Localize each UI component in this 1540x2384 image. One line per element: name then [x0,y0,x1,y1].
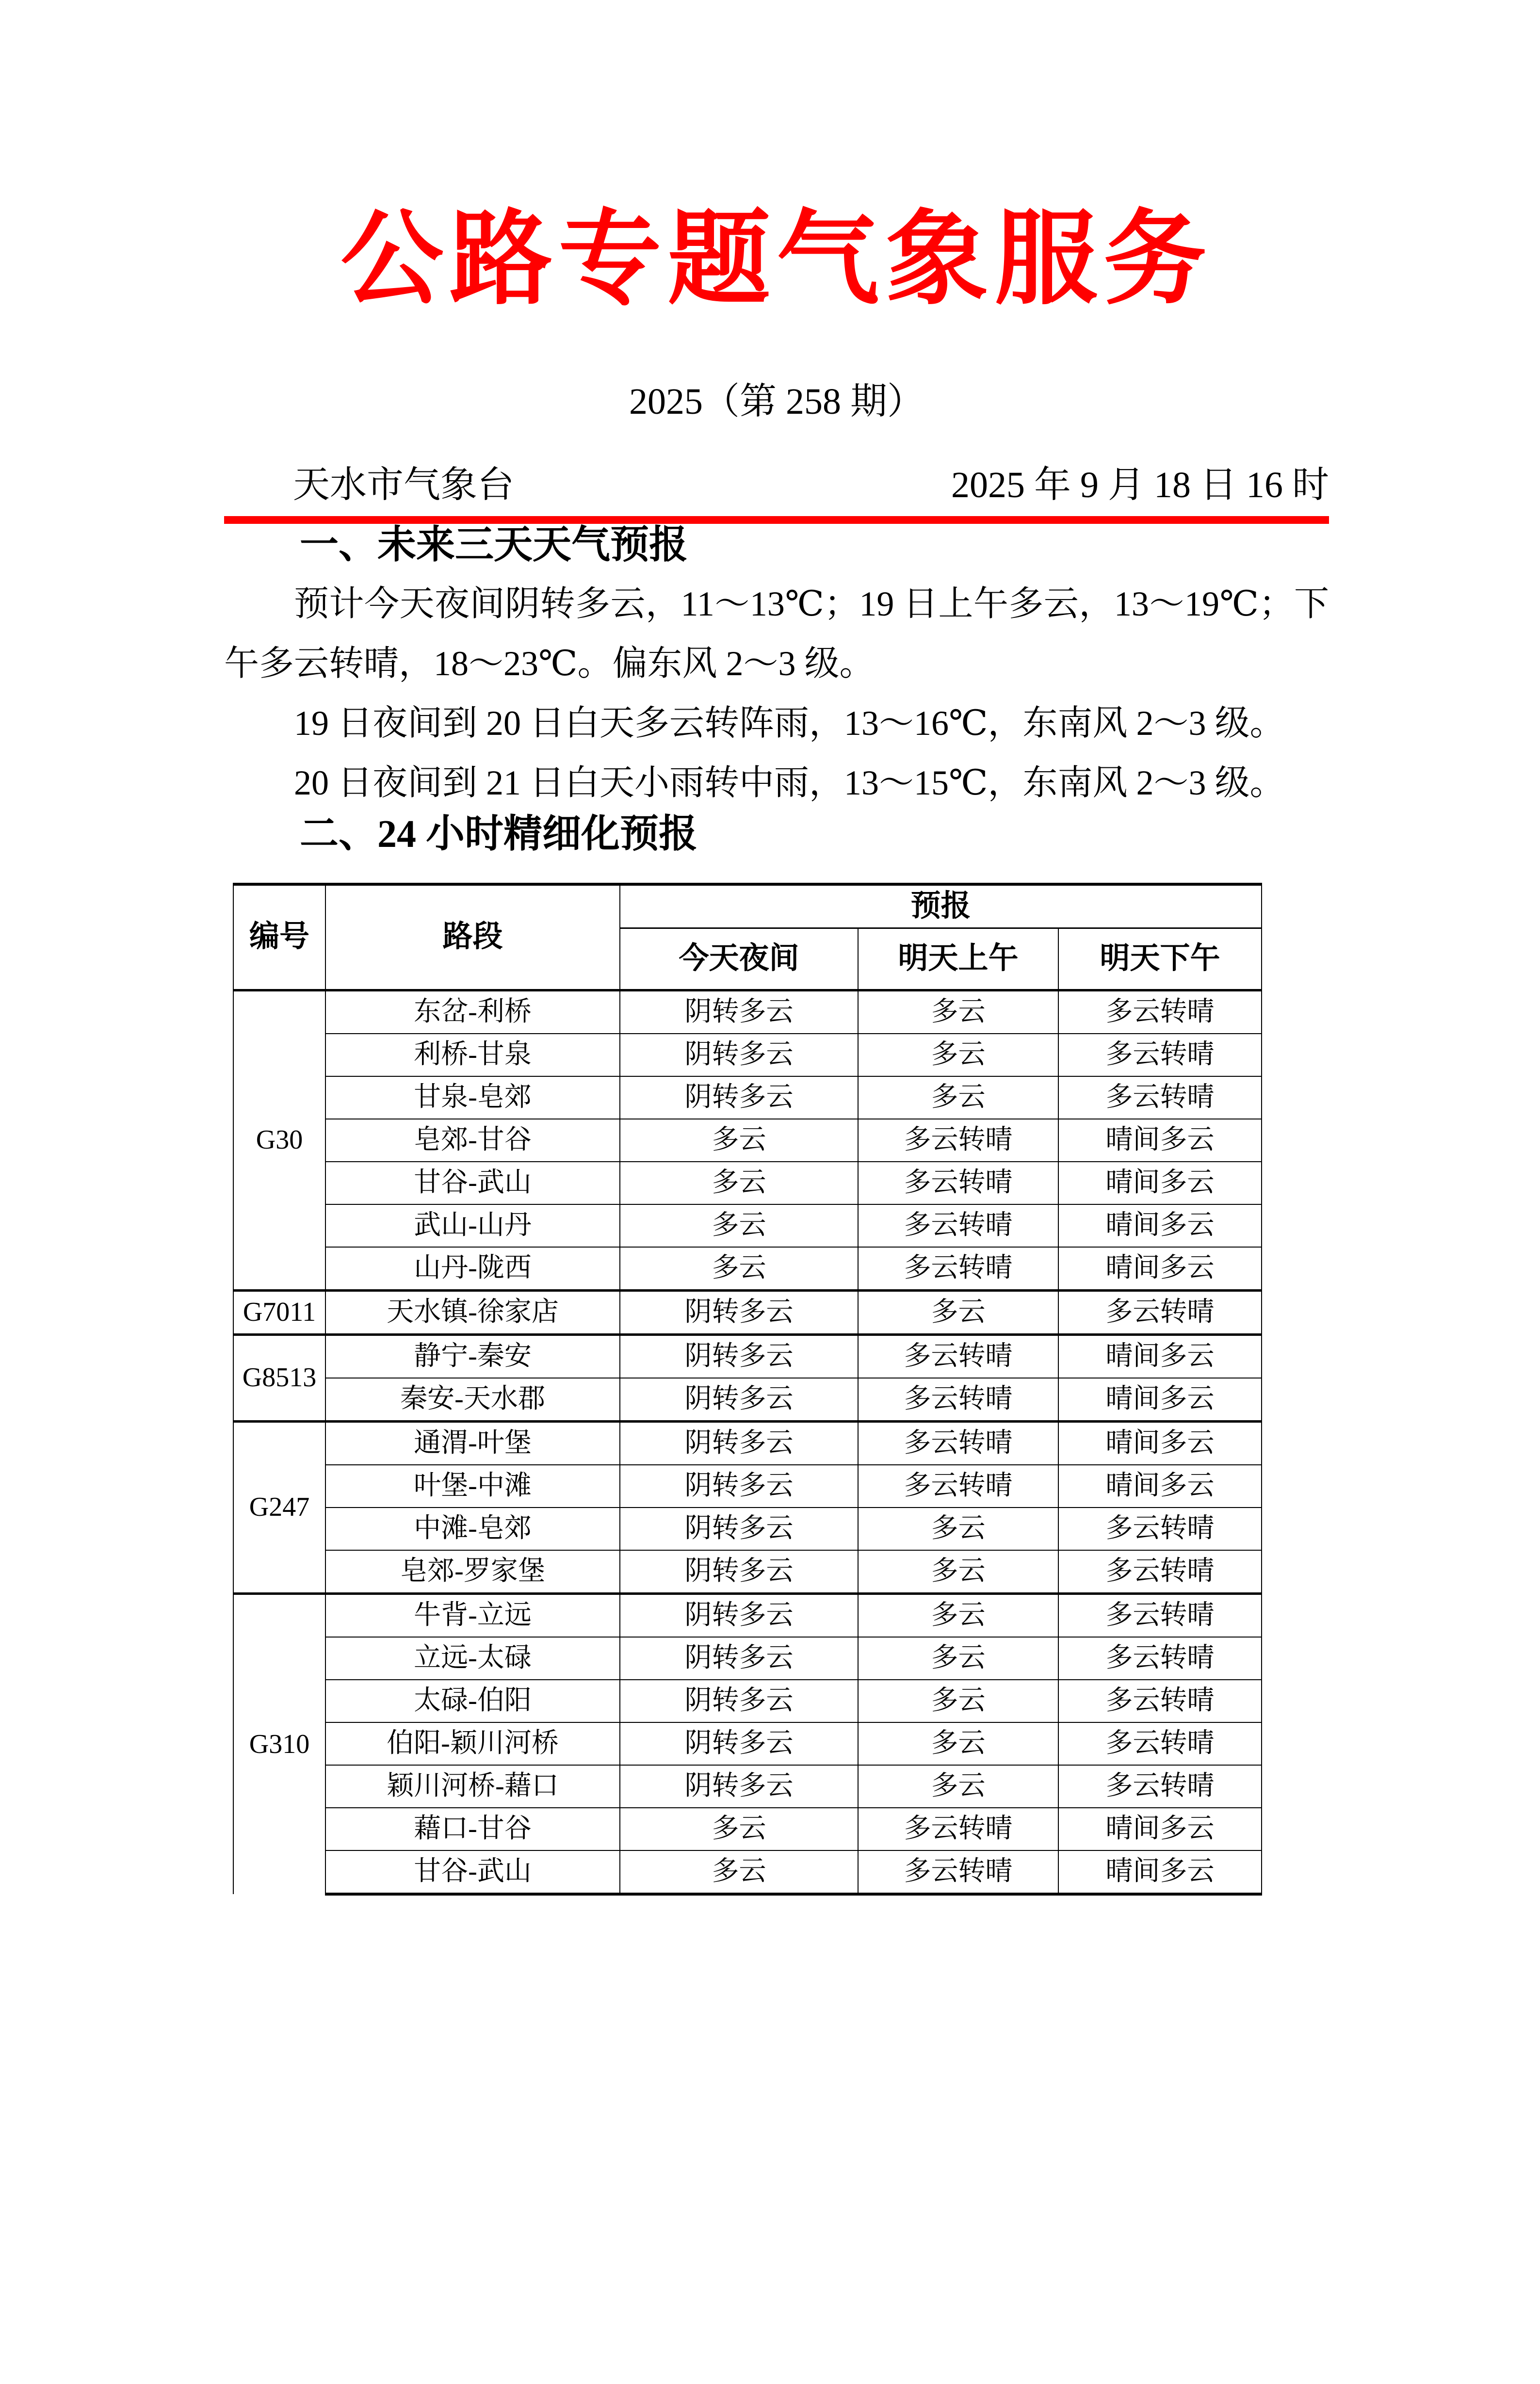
issue-number: 2025（第 258 期） [629,381,924,422]
road-cell: 皂郊-罗家堡 [325,1550,620,1594]
table-row [233,1290,1262,1334]
forecast-tonight-cell: 阴转多云 [620,990,858,1034]
table-row [233,1765,1262,1808]
table-row [233,1637,1262,1680]
table-row [233,1465,1262,1508]
table-row [233,1119,1262,1162]
forecast-am-cell: 多云 [858,1508,1058,1550]
forecast-am-cell: 多云转晴 [858,1850,1058,1894]
issue-datetime: 2025 年 9 月 18 日 16 时 [951,464,1329,505]
forecast-tonight-cell: 阴转多云 [620,1637,858,1680]
road-cell: 颖川河桥-藉口 [325,1765,620,1808]
forecast-pm-cell: 多云转晴 [1058,1722,1262,1765]
col-header-tonight: 今天夜间 [620,928,858,990]
forecast-tonight-cell: 多云 [620,1808,858,1850]
road-cell: 通渭-叶堡 [325,1421,620,1465]
forecast-tonight-cell: 阴转多云 [620,1593,858,1637]
forecast-pm-cell: 晴间多云 [1058,1204,1262,1247]
forecast-tonight-cell: 多云 [620,1247,858,1291]
forecast-tonight-cell: 阴转多云 [620,1034,858,1076]
forecast-am-cell: 多云转晴 [858,1162,1058,1204]
road-cell: 秦安-天水郡 [325,1378,620,1422]
table-row [233,1247,1262,1291]
road-cell: 甘谷-武山 [325,1850,620,1894]
table-row [233,1334,1262,1378]
road-cell: 东岔-利桥 [325,990,620,1034]
forecast-am-cell: 多云转晴 [858,1334,1058,1378]
table-row [233,1850,1262,1894]
road-cell: 武山-山丹 [325,1204,620,1247]
forecast-tonight-cell: 阴转多云 [620,1076,858,1119]
road-cell: 甘泉-皂郊 [325,1076,620,1119]
forecast-tonight-cell: 阴转多云 [620,1680,858,1722]
forecast-am-cell: 多云转晴 [858,1421,1058,1465]
forecast-am-cell: 多云 [858,1722,1058,1765]
table-row [233,1722,1262,1765]
highway-id-cell: G247 [233,1421,325,1593]
road-cell: 山丹-陇西 [325,1247,620,1291]
forecast-pm-cell: 多云转晴 [1058,1680,1262,1722]
forecast-pm-cell: 晴间多云 [1058,1465,1262,1508]
forecast-am-cell: 多云 [858,1076,1058,1119]
forecast-am-cell: 多云转晴 [858,1465,1058,1508]
highway-id-cell: G7011 [233,1290,325,1334]
section1-heading: 一、未来三天天气预报 [300,523,688,567]
forecast-pm-cell: 晴间多云 [1058,1162,1262,1204]
forecast-pm-cell: 多云转晴 [1058,1550,1262,1594]
col-header-tomorrow-pm: 明天下午 [1058,928,1262,990]
forecast-pm-cell: 多云转晴 [1058,1593,1262,1637]
forecast-tonight-cell: 多云 [620,1119,858,1162]
table-row [233,1076,1262,1119]
road-cell: 利桥-甘泉 [325,1034,620,1076]
forecast-pm-cell: 多云转晴 [1058,990,1262,1034]
forecast-pm-cell: 晴间多云 [1058,1247,1262,1291]
forecast-am-cell: 多云转晴 [858,1378,1058,1422]
table-row [233,1204,1262,1247]
forecast-tonight-cell: 阴转多云 [620,1508,858,1550]
col-header-tomorrow-am: 明天上午 [858,928,1058,990]
forecast-tonight-cell: 阴转多云 [620,1722,858,1765]
table-row [233,990,1262,1034]
forecast-tonight-cell: 阴转多云 [620,1421,858,1465]
forecast-pm-cell: 晴间多云 [1058,1421,1262,1465]
road-cell: 太碌-伯阳 [325,1680,620,1722]
forecast-tonight-cell: 阴转多云 [620,1465,858,1508]
forecast-am-cell: 多云 [858,1680,1058,1722]
forecast-tonight-cell: 阴转多云 [620,1550,858,1594]
forecast-am-cell: 多云转晴 [858,1119,1058,1162]
forecast-am-cell: 多云 [858,1765,1058,1808]
highway-id-cell: G8513 [233,1334,325,1421]
forecast-tonight-cell: 阴转多云 [620,1378,858,1422]
forecast-tonight-cell: 阴转多云 [620,1334,858,1378]
forecast-paragraph-3: 20 日夜间到 21 日白天小雨转中雨，13～15℃，东南风 2～3 级。 [294,763,1285,802]
forecast-tonight-cell: 多云 [620,1204,858,1247]
forecast-table [233,883,1262,1896]
table-row [233,1808,1262,1850]
forecast-tonight-cell: 阴转多云 [620,1765,858,1808]
forecast-pm-cell: 多云转晴 [1058,1034,1262,1076]
road-cell: 藉口-甘谷 [325,1808,620,1850]
road-cell: 牛背-立远 [325,1593,620,1637]
road-cell: 甘谷-武山 [325,1162,620,1204]
section2-heading: 二、24 小时精细化预报 [300,812,697,856]
forecast-pm-cell: 多云转晴 [1058,1765,1262,1808]
forecast-pm-cell: 晴间多云 [1058,1850,1262,1894]
meta-row [224,464,1329,505]
table-row [233,1593,1262,1637]
forecast-am-cell: 多云 [858,1034,1058,1076]
table-row [233,1508,1262,1550]
table-row [233,1034,1262,1076]
forecast-pm-cell: 多云转晴 [1058,1290,1262,1334]
road-cell: 叶堡-中滩 [325,1465,620,1508]
road-cell: 皂郊-甘谷 [325,1119,620,1162]
forecast-am-cell: 多云 [858,990,1058,1034]
road-cell: 伯阳-颖川河桥 [325,1722,620,1765]
table-row [233,1421,1262,1465]
forecast-pm-cell: 晴间多云 [1058,1119,1262,1162]
road-cell: 天水镇-徐家店 [325,1290,620,1334]
table-row [233,1550,1262,1594]
highway-id-cell: G310 [233,1593,325,1894]
document-page [0,203,1540,1896]
forecast-paragraph-2: 19 日夜间到 20 日白天多云转阵雨，13～16℃，东南风 2～3 级。 [294,703,1285,743]
forecast-am-cell: 多云 [858,1593,1058,1637]
col-header-id: 编号 [233,884,325,990]
table-row [233,1162,1262,1204]
agency-name: 天水市气象台 [293,464,514,505]
table-header-row-1 [233,884,1262,928]
forecast-am-cell: 多云 [858,1637,1058,1680]
forecast-am-cell: 多云转晴 [858,1247,1058,1291]
road-cell: 静宁-秦安 [325,1334,620,1378]
road-cell: 立远-太碌 [325,1637,620,1680]
col-header-road: 路段 [325,884,620,990]
forecast-am-cell: 多云转晴 [858,1204,1058,1247]
forecast-tonight-cell: 阴转多云 [620,1290,858,1334]
forecast-pm-cell: 晴间多云 [1058,1334,1262,1378]
forecast-pm-cell: 多云转晴 [1058,1076,1262,1119]
forecast-pm-cell: 晴间多云 [1058,1808,1262,1850]
table-row [233,1378,1262,1422]
forecast-tonight-cell: 多云 [620,1162,858,1204]
red-divider [224,516,1329,524]
forecast-pm-cell: 多云转晴 [1058,1637,1262,1680]
forecast-am-cell: 多云 [858,1290,1058,1334]
forecast-pm-cell: 多云转晴 [1058,1508,1262,1550]
forecast-paragraph-1: 预计今天夜间阴转多云，11～13℃；19 日上午多云，13～19℃；下午多云转晴，18～23℃。偏东风 2～3 级。 [224,584,1329,683]
forecast-pm-cell: 晴间多云 [1058,1378,1262,1422]
table-row [233,1680,1262,1722]
forecast-am-cell: 多云转晴 [858,1808,1058,1850]
road-cell: 中滩-皂郊 [325,1508,620,1550]
highway-id-cell: G30 [233,990,325,1290]
col-header-forecast: 预报 [620,884,1262,928]
page-title: 公路专题气象服务 [340,203,1213,317]
forecast-am-cell: 多云 [858,1550,1058,1594]
forecast-tonight-cell: 多云 [620,1850,858,1894]
